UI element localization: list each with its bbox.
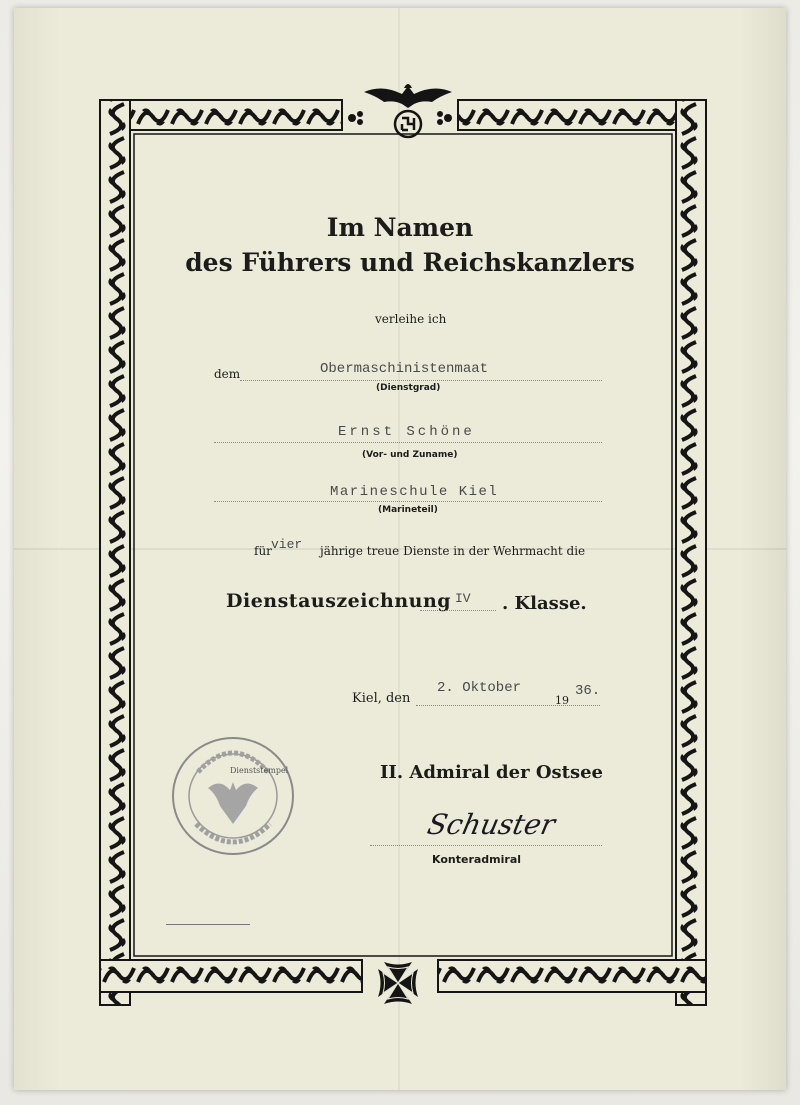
signature-line [370,845,602,846]
date-year-prefix: 19 [555,694,569,707]
iron-cross-icon [374,958,422,1008]
date-line [416,705,600,706]
stamp-text: Dienststempel [230,766,289,775]
name-line [214,442,602,443]
date-year-value: 36. [575,683,601,699]
signature-title: Konteradmiral [432,853,522,866]
rank-value: Obermaschinistenmaat [320,361,489,377]
service-prefix: für [254,544,272,558]
rank-line [240,380,602,381]
service-suffix: jährige treue Dienste in der Wehrmacht die [320,544,586,558]
date-value: 2. Oktober [437,680,522,696]
signature-script: Schuster [424,808,559,841]
blank-line [166,924,250,925]
intro-text: verleihe ich [375,312,447,326]
award-class-line [420,610,496,611]
unit-line [214,501,602,502]
award-name: Dienstauszeichnung [226,590,452,612]
award-class-suffix: . Klasse. [502,593,587,614]
award-class-value: IV [455,591,471,606]
date-place: Kiel, den [352,691,411,706]
unit-caption: (Marineteil) [378,505,438,515]
unit-value: Marineschule Kiel [330,484,499,500]
name-caption: (Vor- und Zuname) [362,450,458,460]
official-stamp [168,732,298,860]
eagle-emblem-icon [362,78,454,144]
heading-line1: Im Namen [326,213,474,242]
service-years: vier [271,537,303,552]
prefix-dem: dem [214,367,241,381]
rank-caption: (Dienstgrad) [376,383,441,393]
heading-line2: des Führers und Reichskanzlers [185,248,635,277]
issuer: II. Admiral der Ostsee [380,762,604,783]
name-value: Ernst Schöne [338,424,475,440]
